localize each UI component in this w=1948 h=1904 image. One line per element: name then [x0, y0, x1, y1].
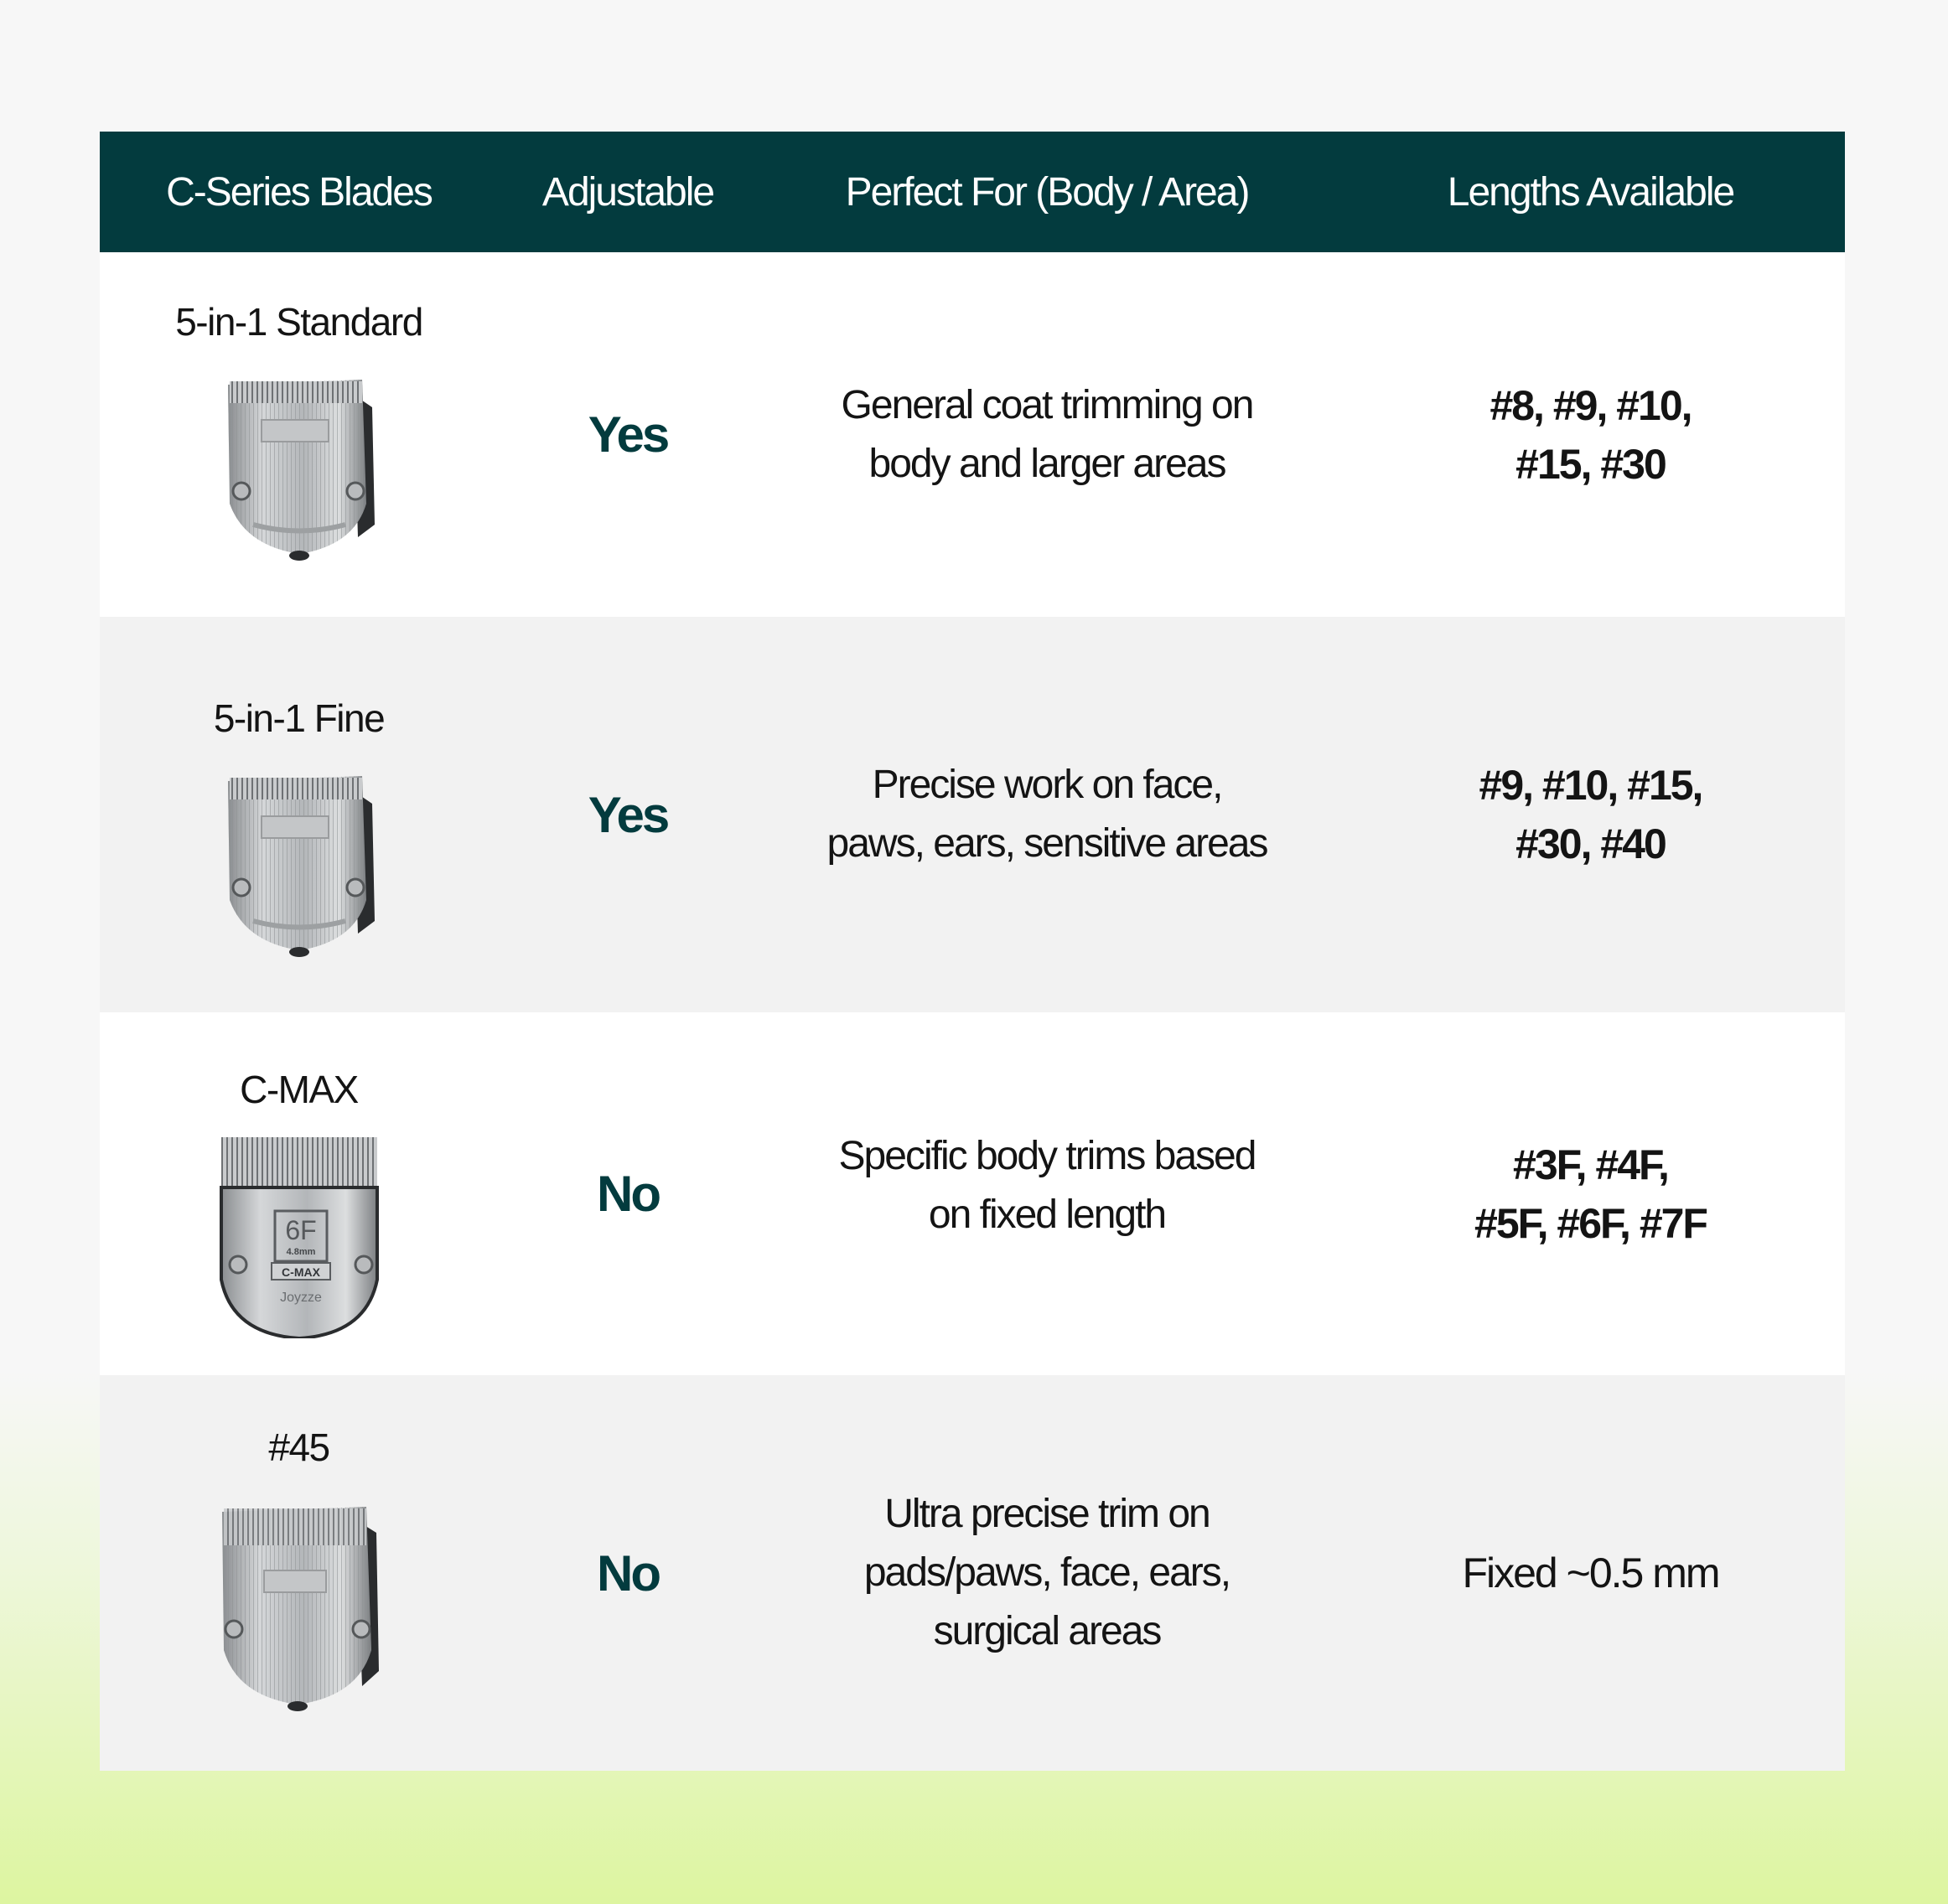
- perfect-for-cell: [758, 376, 1336, 494]
- blade-brand-label: Joyzze: [279, 1290, 322, 1305]
- lengths-cell: [1336, 1544, 1845, 1602]
- lengths-line: #8, #9, #10,: [1489, 381, 1692, 429]
- lengths-line: #30, #40: [1515, 820, 1666, 867]
- lengths-line: #15, #30: [1515, 440, 1666, 488]
- blade-name: 5-in-1 Standard: [175, 299, 422, 344]
- blade-cell: [100, 299, 498, 562]
- description-line: General coat trimming on: [841, 382, 1253, 427]
- description-line: surgical areas: [933, 1609, 1161, 1653]
- adjustable-cell: [498, 1165, 758, 1223]
- blade-cell: [100, 1067, 498, 1338]
- perfect-for-cell: [758, 1127, 1336, 1244]
- blade-model-label: C-MAX: [281, 1265, 320, 1279]
- description-line: Precise work on face,: [872, 763, 1222, 807]
- adjustable-value: Yes: [588, 406, 668, 463]
- blade-name: 5-in-1 Fine: [213, 696, 385, 740]
- table-header: [100, 132, 1845, 252]
- perfect-for-cell: [758, 1485, 1336, 1661]
- adjustable-cell: [498, 406, 758, 463]
- lengths-cell: [1336, 1136, 1845, 1253]
- header-lengths: Lengths Available: [1447, 169, 1734, 215]
- lengths-cell: [1336, 376, 1845, 494]
- blade-size-label: 6F: [284, 1214, 317, 1245]
- header-perfect-for: Perfect For (Body / Area): [845, 169, 1249, 215]
- lengths-line: #3F, #4F,: [1513, 1141, 1668, 1188]
- blade-45-icon: [207, 1495, 391, 1713]
- blade-cell: [100, 696, 498, 959]
- blade-name: #45: [268, 1425, 329, 1469]
- blade-comparison-table: [100, 132, 1845, 1771]
- description-line: on fixed length: [928, 1192, 1166, 1237]
- table-row: [100, 1375, 1845, 1771]
- lengths-line: #9, #10, #15,: [1479, 762, 1702, 809]
- table-row: [100, 252, 1845, 617]
- lengths-line: Fixed ~0.5 mm: [1462, 1550, 1719, 1596]
- blade-mm-label: 4.8mm: [286, 1246, 315, 1257]
- adjustable-cell: [498, 786, 758, 844]
- description-line: body and larger areas: [868, 441, 1225, 486]
- table-row: [100, 617, 1845, 1012]
- blade-cmax-icon: [211, 1137, 387, 1338]
- adjustable-value: No: [597, 1166, 659, 1222]
- adjustable-value: Yes: [588, 786, 668, 843]
- description-line: paws, ears, sensitive areas: [826, 821, 1267, 866]
- description-line: Ultra precise trim on: [884, 1492, 1210, 1536]
- adjustable-value: No: [597, 1544, 659, 1601]
- adjustable-cell: [498, 1544, 758, 1602]
- description-line: pads/paws, face, ears,: [863, 1550, 1230, 1595]
- lengths-cell: [1336, 756, 1845, 873]
- blade-fine-icon: [211, 766, 387, 959]
- blade-standard-icon: [211, 370, 387, 562]
- lengths-line: #5F, #6F, #7F: [1474, 1199, 1707, 1247]
- blade-name: C-MAX: [240, 1067, 358, 1111]
- description-line: Specific body trims based: [838, 1133, 1256, 1178]
- blade-cell: [100, 1425, 498, 1713]
- header-blades: C-Series Blades: [166, 169, 432, 215]
- table-row: [100, 1012, 1845, 1375]
- header-adjustable: Adjustable: [541, 169, 714, 215]
- perfect-for-cell: [758, 756, 1336, 873]
